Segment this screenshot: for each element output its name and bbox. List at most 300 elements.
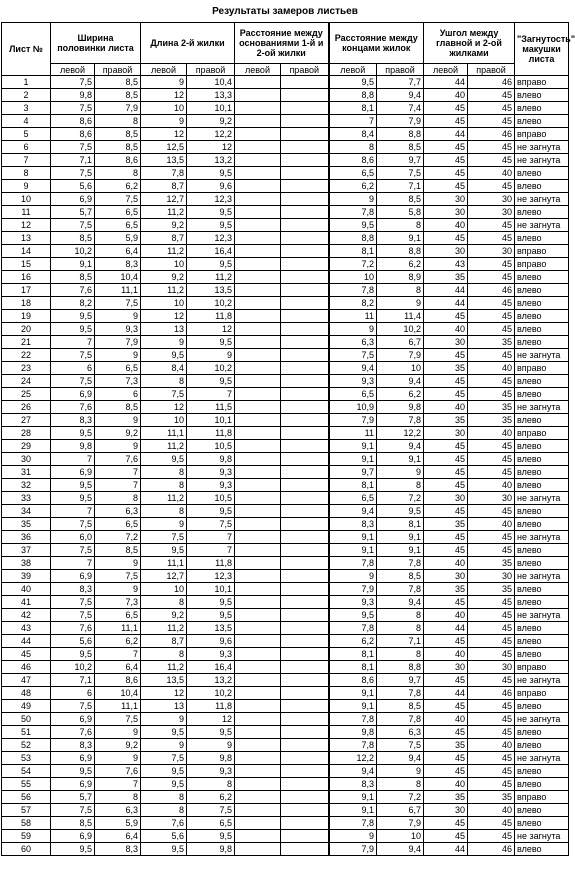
cell-base-left: [235, 544, 281, 557]
cell-half-width-right: 9: [95, 557, 141, 570]
cell-curl: влево: [515, 817, 569, 830]
cell-base-left: [235, 531, 281, 544]
cell-half-width-left: 6,9: [51, 570, 95, 583]
cell-tips-left: 8,6: [329, 674, 377, 687]
cell-half-width-right: 6,4: [95, 830, 141, 843]
cell-vein2-left: 10: [141, 414, 187, 427]
header-row-main: [2, 23, 569, 64]
header-curl: "Загнутость" макушки листа: [515, 23, 569, 76]
cell-vein2-left: 12,5: [141, 141, 187, 154]
cell-vein2-right: 10,2: [187, 362, 235, 375]
cell-angle-right: 30: [468, 193, 515, 206]
cell-half-width-left: 6,9: [51, 713, 95, 726]
cell-angle-left: 45: [424, 180, 468, 193]
cell-base-left: [235, 713, 281, 726]
cell-curl: влево: [515, 739, 569, 752]
cell-half-width-left: 6,9: [51, 778, 95, 791]
cell-tips-right: 9: [377, 765, 424, 778]
cell-curl: не загнута: [515, 193, 569, 206]
cell-tips-left: 9: [329, 830, 377, 843]
cell-angle-right: 46: [468, 128, 515, 141]
cell-angle-right: 30: [468, 570, 515, 583]
cell-angle-right: 40: [468, 479, 515, 492]
cell-tips-left: 7,8: [329, 713, 377, 726]
cell-base-left: [235, 791, 281, 804]
cell-half-width-right: 9,2: [95, 427, 141, 440]
cell-curl: влево: [515, 700, 569, 713]
cell-half-width-right: 7,3: [95, 596, 141, 609]
cell-angle-right: 45: [468, 388, 515, 401]
cell-tips-right: 11,4: [377, 310, 424, 323]
cell-curl: не загнута: [515, 154, 569, 167]
cell-leaf-no: 4: [2, 115, 51, 128]
cell-leaf-no: 15: [2, 258, 51, 271]
cell-vein2-left: 9,2: [141, 219, 187, 232]
cell-half-width-right: 7,9: [95, 336, 141, 349]
cell-base-right: [281, 505, 329, 518]
cell-angle-right: 40: [468, 739, 515, 752]
cell-tips-right: 7,9: [377, 115, 424, 128]
table-row: [2, 570, 569, 583]
cell-half-width-left: 8,5: [51, 271, 95, 284]
cell-curl: влево: [515, 167, 569, 180]
cell-tips-right: 8,5: [377, 700, 424, 713]
cell-base-left: [235, 466, 281, 479]
cell-angle-right: 45: [468, 232, 515, 245]
cell-vein2-left: 12,7: [141, 570, 187, 583]
cell-angle-left: 45: [424, 310, 468, 323]
cell-half-width-right: 7,5: [95, 193, 141, 206]
subheader-left: левой: [141, 64, 187, 76]
cell-vein2-left: 8: [141, 804, 187, 817]
cell-leaf-no: 44: [2, 635, 51, 648]
cell-tips-right: 9,1: [377, 544, 424, 557]
cell-tips-left: 8,1: [329, 648, 377, 661]
cell-leaf-no: 53: [2, 752, 51, 765]
cell-half-width-left: 9,5: [51, 843, 95, 856]
cell-vein2-left: 13: [141, 700, 187, 713]
cell-tips-right: 9,4: [377, 843, 424, 856]
table-row: [2, 258, 569, 271]
header-leaf-no: Лист №: [2, 23, 51, 76]
cell-curl: влево: [515, 102, 569, 115]
table-row: [2, 791, 569, 804]
cell-curl: вправо: [515, 362, 569, 375]
cell-angle-right: 45: [468, 713, 515, 726]
cell-half-width-left: 7,5: [51, 375, 95, 388]
cell-leaf-no: 20: [2, 323, 51, 336]
subheader-left: левой: [51, 64, 95, 76]
cell-angle-right: 45: [468, 271, 515, 284]
cell-vein2-left: 8: [141, 596, 187, 609]
cell-tips-right: 5,8: [377, 206, 424, 219]
subheader-left: левой: [329, 64, 377, 76]
cell-half-width-left: 8,2: [51, 297, 95, 310]
table-row: [2, 232, 569, 245]
cell-vein2-left: 11,1: [141, 427, 187, 440]
cell-base-left: [235, 427, 281, 440]
cell-leaf-no: 36: [2, 531, 51, 544]
cell-tips-left: 9,1: [329, 544, 377, 557]
table-row: [2, 453, 569, 466]
cell-tips-right: 7,5: [377, 739, 424, 752]
cell-half-width-left: 8,6: [51, 128, 95, 141]
cell-base-right: [281, 700, 329, 713]
cell-base-left: [235, 349, 281, 362]
cell-tips-left: 8,3: [329, 518, 377, 531]
cell-base-right: [281, 76, 329, 89]
cell-curl: влево: [515, 414, 569, 427]
cell-curl: влево: [515, 635, 569, 648]
cell-angle-left: 45: [424, 635, 468, 648]
cell-curl: влево: [515, 297, 569, 310]
cell-base-left: [235, 830, 281, 843]
cell-vein2-right: 9,5: [187, 258, 235, 271]
cell-half-width-right: 9: [95, 726, 141, 739]
cell-base-left: [235, 700, 281, 713]
cell-angle-left: 35: [424, 362, 468, 375]
cell-angle-right: 46: [468, 284, 515, 297]
cell-tips-left: 6,3: [329, 336, 377, 349]
cell-base-right: [281, 739, 329, 752]
cell-tips-right: 8,9: [377, 271, 424, 284]
cell-curl: влево: [515, 622, 569, 635]
cell-tips-right: 7,8: [377, 687, 424, 700]
table-row: [2, 726, 569, 739]
cell-vein2-left: 9,2: [141, 609, 187, 622]
cell-curl: вправо: [515, 427, 569, 440]
cell-half-width-right: 6,5: [95, 362, 141, 375]
cell-angle-right: 45: [468, 453, 515, 466]
cell-curl: вправо: [515, 791, 569, 804]
cell-tips-right: 6,2: [377, 388, 424, 401]
table-row: [2, 206, 569, 219]
cell-curl: влево: [515, 440, 569, 453]
cell-half-width-right: 6: [95, 388, 141, 401]
cell-curl: не загнута: [515, 830, 569, 843]
cell-vein2-right: 12,2: [187, 128, 235, 141]
cell-tips-right: 8,1: [377, 518, 424, 531]
cell-leaf-no: 49: [2, 700, 51, 713]
cell-half-width-left: 9,8: [51, 440, 95, 453]
cell-base-left: [235, 206, 281, 219]
cell-half-width-left: 5,7: [51, 791, 95, 804]
cell-vein2-right: 8: [187, 778, 235, 791]
header-base-distance: Расстояние между основаниями 1-й и 2-ой жилки: [235, 23, 329, 64]
cell-vein2-right: 7,5: [187, 518, 235, 531]
cell-base-left: [235, 232, 281, 245]
cell-tips-right: 7,8: [377, 557, 424, 570]
cell-tips-right: 9,4: [377, 752, 424, 765]
cell-leaf-no: 39: [2, 570, 51, 583]
cell-angle-left: 44: [424, 297, 468, 310]
cell-base-right: [281, 310, 329, 323]
cell-angle-left: 44: [424, 284, 468, 297]
cell-vein2-right: 9,5: [187, 596, 235, 609]
cell-base-right: [281, 817, 329, 830]
table-row: [2, 531, 569, 544]
cell-base-right: [281, 167, 329, 180]
cell-half-width-left: 7,5: [51, 596, 95, 609]
cell-base-left: [235, 219, 281, 232]
cell-vein2-left: 9,5: [141, 349, 187, 362]
cell-base-right: [281, 141, 329, 154]
cell-angle-left: 30: [424, 427, 468, 440]
cell-vein2-right: 12: [187, 141, 235, 154]
table-row: [2, 349, 569, 362]
cell-leaf-no: 54: [2, 765, 51, 778]
cell-tips-left: 9,1: [329, 531, 377, 544]
cell-vein2-right: 11,8: [187, 427, 235, 440]
cell-leaf-no: 13: [2, 232, 51, 245]
cell-vein2-left: 8: [141, 505, 187, 518]
table-row: [2, 492, 569, 505]
cell-base-right: [281, 609, 329, 622]
cell-angle-right: 45: [468, 466, 515, 479]
cell-angle-right: 45: [468, 830, 515, 843]
table-row: [2, 544, 569, 557]
cell-tips-left: 8,1: [329, 245, 377, 258]
cell-vein2-right: 16,4: [187, 245, 235, 258]
cell-tips-left: 9,5: [329, 609, 377, 622]
cell-base-left: [235, 89, 281, 102]
table-row: [2, 752, 569, 765]
cell-base-left: [235, 843, 281, 856]
cell-tips-left: 11: [329, 310, 377, 323]
cell-tips-left: 8,8: [329, 89, 377, 102]
cell-angle-left: 35: [424, 271, 468, 284]
cell-tips-right: 7,1: [377, 635, 424, 648]
table-row: [2, 414, 569, 427]
cell-angle-right: 45: [468, 596, 515, 609]
cell-angle-left: 45: [424, 232, 468, 245]
cell-tips-left: 8,4: [329, 128, 377, 141]
document-title: Результаты замеров листьев: [212, 6, 358, 17]
cell-leaf-no: 22: [2, 349, 51, 362]
cell-vein2-right: 10,5: [187, 440, 235, 453]
cell-curl: влево: [515, 518, 569, 531]
cell-angle-left: 45: [424, 440, 468, 453]
cell-vein2-left: 11,1: [141, 557, 187, 570]
cell-base-left: [235, 76, 281, 89]
cell-angle-left: 30: [424, 570, 468, 583]
cell-angle-left: 30: [424, 492, 468, 505]
cell-tips-right: 8: [377, 479, 424, 492]
cell-curl: не загнута: [515, 492, 569, 505]
cell-angle-right: 30: [468, 661, 515, 674]
cell-half-width-right: 9,2: [95, 739, 141, 752]
cell-tips-left: 9,5: [329, 76, 377, 89]
cell-tips-right: 6,2: [377, 258, 424, 271]
cell-leaf-no: 19: [2, 310, 51, 323]
cell-base-right: [281, 258, 329, 271]
cell-tips-right: 12,2: [377, 427, 424, 440]
cell-leaf-no: 16: [2, 271, 51, 284]
cell-half-width-left: 5,6: [51, 180, 95, 193]
table-row: [2, 89, 569, 102]
cell-base-left: [235, 128, 281, 141]
cell-tips-right: 8,5: [377, 141, 424, 154]
cell-tips-right: 8,8: [377, 661, 424, 674]
cell-tips-left: 6,2: [329, 635, 377, 648]
cell-half-width-right: 8,5: [95, 89, 141, 102]
cell-half-width-left: 7,5: [51, 167, 95, 180]
cell-tips-right: 6,7: [377, 804, 424, 817]
table-row: [2, 76, 569, 89]
cell-angle-right: 45: [468, 674, 515, 687]
cell-leaf-no: 34: [2, 505, 51, 518]
cell-vein2-left: 9,5: [141, 726, 187, 739]
cell-tips-right: 10,2: [377, 323, 424, 336]
cell-leaf-no: 6: [2, 141, 51, 154]
cell-curl: влево: [515, 284, 569, 297]
cell-tips-right: 6,3: [377, 726, 424, 739]
cell-leaf-no: 51: [2, 726, 51, 739]
cell-leaf-no: 33: [2, 492, 51, 505]
cell-tips-right: 8: [377, 219, 424, 232]
cell-angle-left: 45: [424, 102, 468, 115]
cell-leaf-no: 5: [2, 128, 51, 141]
cell-vein2-right: 9,2: [187, 115, 235, 128]
cell-angle-left: 35: [424, 791, 468, 804]
cell-angle-right: 45: [468, 726, 515, 739]
cell-base-right: [281, 102, 329, 115]
cell-angle-right: 46: [468, 76, 515, 89]
cell-vein2-left: 9: [141, 518, 187, 531]
cell-angle-left: 30: [424, 336, 468, 349]
cell-curl: влево: [515, 89, 569, 102]
cell-base-right: [281, 375, 329, 388]
cell-base-left: [235, 180, 281, 193]
cell-half-width-right: 8,5: [95, 128, 141, 141]
cell-angle-right: 45: [468, 375, 515, 388]
cell-base-right: [281, 635, 329, 648]
cell-tips-left: 10: [329, 271, 377, 284]
cell-angle-right: 45: [468, 635, 515, 648]
cell-tips-left: 9,1: [329, 453, 377, 466]
cell-angle-left: 35: [424, 583, 468, 596]
cell-tips-right: 8: [377, 778, 424, 791]
cell-angle-right: 45: [468, 297, 515, 310]
cell-base-left: [235, 687, 281, 700]
cell-half-width-left: 6: [51, 362, 95, 375]
cell-half-width-left: 7: [51, 453, 95, 466]
cell-tips-right: 8: [377, 622, 424, 635]
cell-half-width-left: 8,3: [51, 583, 95, 596]
cell-base-right: [281, 362, 329, 375]
cell-angle-right: 45: [468, 323, 515, 336]
cell-vein2-right: 9,5: [187, 167, 235, 180]
cell-curl: вправо: [515, 258, 569, 271]
cell-tips-left: 7,8: [329, 817, 377, 830]
cell-half-width-right: 5,9: [95, 232, 141, 245]
cell-half-width-right: 9,3: [95, 323, 141, 336]
cell-half-width-right: 8,5: [95, 401, 141, 414]
cell-base-left: [235, 557, 281, 570]
cell-angle-right: 30: [468, 492, 515, 505]
table-row: [2, 583, 569, 596]
cell-vein2-left: 9,2: [141, 271, 187, 284]
cell-curl: влево: [515, 310, 569, 323]
cell-base-left: [235, 141, 281, 154]
cell-half-width-right: 6,3: [95, 804, 141, 817]
cell-tips-left: 6,2: [329, 180, 377, 193]
cell-leaf-no: 17: [2, 284, 51, 297]
cell-vein2-right: 6,2: [187, 791, 235, 804]
cell-half-width-right: 6,5: [95, 518, 141, 531]
cell-vein2-right: 9,6: [187, 635, 235, 648]
cell-half-width-right: 8,6: [95, 674, 141, 687]
cell-tips-left: 7,8: [329, 622, 377, 635]
table-row: [2, 765, 569, 778]
cell-angle-left: 45: [424, 349, 468, 362]
cell-angle-left: 30: [424, 661, 468, 674]
cell-half-width-right: 8,6: [95, 154, 141, 167]
cell-vein2-left: 11,2: [141, 492, 187, 505]
cell-leaf-no: 48: [2, 687, 51, 700]
cell-tips-right: 7,7: [377, 76, 424, 89]
cell-half-width-right: 5,9: [95, 817, 141, 830]
cell-vein2-right: 10,1: [187, 414, 235, 427]
cell-angle-left: 44: [424, 76, 468, 89]
cell-vein2-left: 8: [141, 375, 187, 388]
table-row: [2, 271, 569, 284]
cell-angle-left: 40: [424, 557, 468, 570]
cell-leaf-no: 18: [2, 297, 51, 310]
cell-angle-right: 35: [468, 336, 515, 349]
cell-vein2-right: 13,3: [187, 89, 235, 102]
table-row: [2, 193, 569, 206]
subheader-right: правой: [468, 64, 515, 76]
cell-tips-left: 9,3: [329, 375, 377, 388]
cell-tips-right: 8,8: [377, 128, 424, 141]
cell-curl: влево: [515, 804, 569, 817]
cell-base-left: [235, 115, 281, 128]
cell-angle-right: 45: [468, 765, 515, 778]
cell-vein2-left: 12: [141, 687, 187, 700]
cell-half-width-right: 10,4: [95, 271, 141, 284]
cell-leaf-no: 9: [2, 180, 51, 193]
cell-angle-left: 45: [424, 115, 468, 128]
cell-half-width-right: 8: [95, 492, 141, 505]
cell-tips-right: 9: [377, 297, 424, 310]
cell-base-left: [235, 583, 281, 596]
cell-base-left: [235, 739, 281, 752]
cell-vein2-left: 11,2: [141, 284, 187, 297]
cell-half-width-right: 10,4: [95, 687, 141, 700]
header-angle: Ушгол между главной и 2-ой жилками: [424, 23, 515, 64]
cell-angle-right: 46: [468, 843, 515, 856]
cell-curl: влево: [515, 726, 569, 739]
cell-leaf-no: 52: [2, 739, 51, 752]
cell-half-width-right: 6,5: [95, 206, 141, 219]
cell-angle-left: 45: [424, 830, 468, 843]
cell-base-left: [235, 778, 281, 791]
cell-curl: вправо: [515, 687, 569, 700]
cell-tips-right: 7,9: [377, 349, 424, 362]
cell-vein2-left: 9,5: [141, 453, 187, 466]
cell-tips-left: 8,2: [329, 297, 377, 310]
cell-tips-left: 9,1: [329, 791, 377, 804]
cell-base-right: [281, 336, 329, 349]
cell-vein2-left: 9,5: [141, 778, 187, 791]
cell-base-left: [235, 752, 281, 765]
cell-vein2-right: 9,5: [187, 219, 235, 232]
cell-half-width-left: 7,5: [51, 102, 95, 115]
cell-tips-left: 7,2: [329, 258, 377, 271]
cell-vein2-right: 9,5: [187, 726, 235, 739]
cell-curl: не загнута: [515, 752, 569, 765]
